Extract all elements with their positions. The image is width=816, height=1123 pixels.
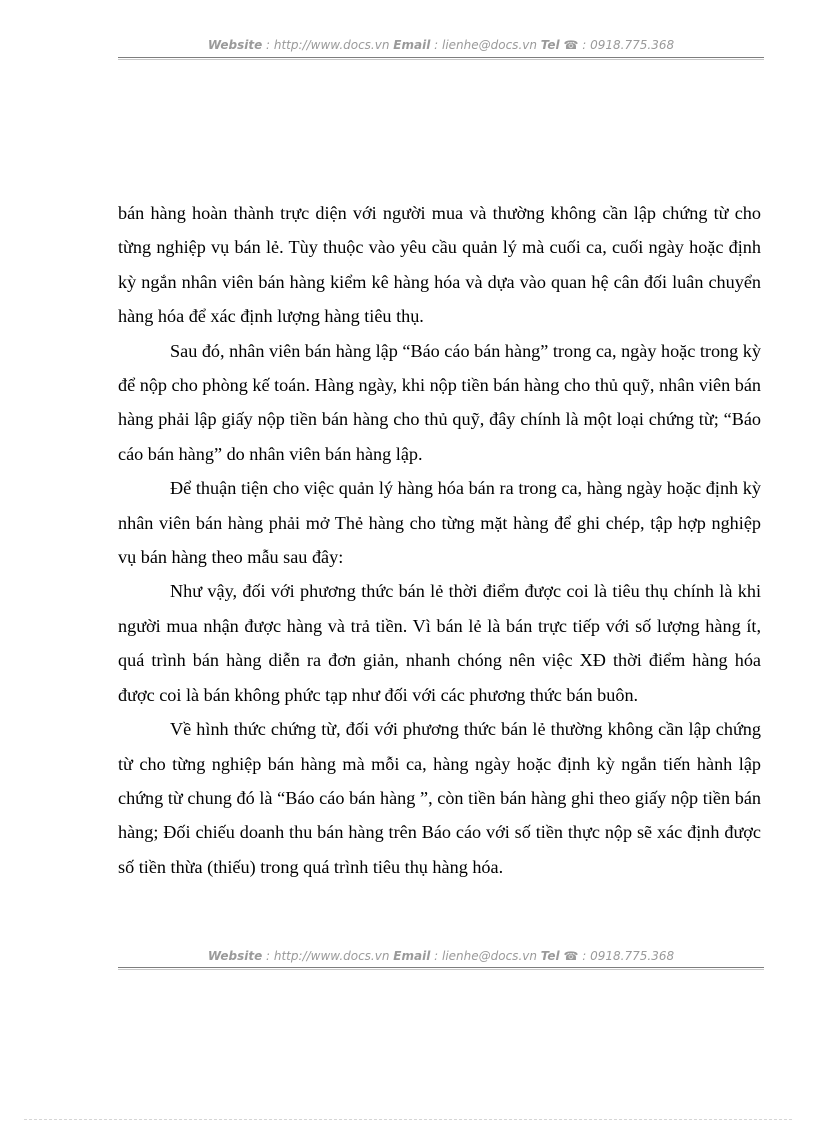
phone-icon: ☎ — [563, 949, 579, 963]
footer-email-label: Email — [393, 949, 431, 963]
header-website-url[interactable]: : http://www.docs.vn — [262, 38, 394, 52]
document-body — [118, 196, 761, 884]
footer-email-address[interactable]: : lienhe@docs.vn — [430, 949, 541, 963]
header-email-label: Email — [393, 38, 431, 52]
paragraph: Về hình thức chứng từ, đối với phương thức bán lẻ thường không cần lập chứng từ cho từng nghiệp bán hàng mà mỗi ca, hàng ngày hoặc định kỳ ngắn tiến hành lập chứng từ chung đó là “Báo cáo bán hàng ”, còn tiền bán hàng ghi theo giấy nộp tiền bán hàng; Đối chiếu doanh thu bán hàng trên Báo cáo với số tiền thực nộp sẽ xác định được số tiền thừa (thiếu) trong quá trình tiêu thụ hàng hóa. — [118, 719, 761, 877]
header-divider — [118, 57, 764, 60]
footer-website-label: Website — [207, 949, 263, 963]
paragraph: bán hàng hoàn thành trực diện với người mua và thường không cần lập chứng từ cho từng nghiệp vụ bán lẻ. Tùy thuộc vào yêu cầu quản lý mà cuối ca, cuối ngày hoặc định kỳ ngắn nhân viên bán hàng kiểm kê hàng hóa và dựa vào quan hệ cân đối luân chuyển hàng hóa để xác định lượng hàng tiêu thụ. — [118, 203, 761, 327]
footer-website-url[interactable]: : http://www.docs.vn — [262, 949, 394, 963]
header-website-label: Website — [207, 38, 263, 52]
page-footer — [118, 949, 764, 963]
header-tel-label: Tel — [540, 38, 560, 52]
header-email-address[interactable]: : lienhe@docs.vn — [430, 38, 541, 52]
page-header — [118, 38, 764, 52]
page-boundary — [24, 1119, 792, 1120]
paragraph: Sau đó, nhân viên bán hàng lập “Báo cáo bán hàng” trong ca, ngày hoặc trong kỳ để nộp cho phòng kế toán. Hàng ngày, khi nộp tiền bán hàng cho thủ quỹ, nhân viên bán hàng phải lập giấy nộp tiền bán hàng cho thủ quỹ, đây chính là một loại chứng từ; “Báo cáo bán hàng” do nhân viên bán hàng lập. — [118, 340, 761, 464]
header-tel-number: : 0918.775.368 — [578, 38, 675, 52]
paragraph: Như vậy, đối với phương thức bán lẻ thời điểm được coi là tiêu thụ chính là khi người mua nhận được hàng và trả tiền. Vì bán lẻ là bán trực tiếp với số lượng hàng ít, quá trình bán hàng diễn ra đơn giản, nhanh chóng nên việc XĐ thời điểm hàng hóa được coi là bán không phức tạp như đối với các phương thức bán buôn. — [118, 581, 761, 705]
phone-icon: ☎ — [563, 38, 579, 52]
footer-tel-number: : 0918.775.368 — [578, 949, 675, 963]
footer-divider — [118, 967, 764, 970]
paragraph: Để thuận tiện cho việc quản lý hàng hóa bán ra trong ca, hàng ngày hoặc định kỳ nhân viên bán hàng phải mở Thẻ hàng cho từng mặt hàng để ghi chép, tập hợp nghiệp vụ bán hàng theo mẫu sau đây: — [118, 478, 761, 568]
footer-tel-label: Tel — [540, 949, 560, 963]
